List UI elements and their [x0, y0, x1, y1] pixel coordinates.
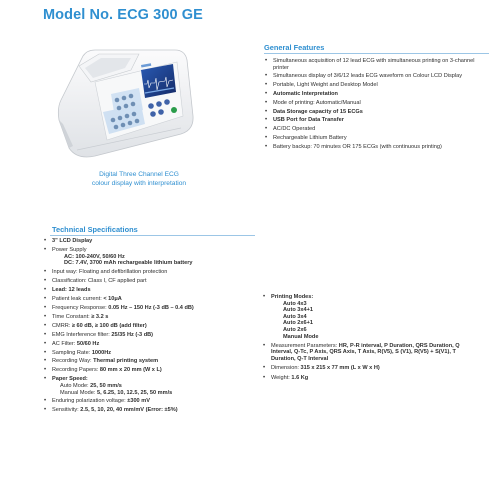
spec-label: Weight: [271, 374, 292, 381]
spec-value: 25, 50 mm/s [90, 382, 122, 389]
printing-mode: Auto 4x3 [283, 300, 307, 307]
feature-item [265, 126, 490, 133]
spec-item [44, 305, 244, 312]
feature-item [265, 117, 490, 124]
spec-item [263, 375, 463, 382]
ecg-device-image [55, 38, 195, 163]
technical-specifications-heading: Technical Specifications [52, 225, 138, 234]
feature-item [265, 135, 490, 142]
spec-subvalue [52, 383, 244, 390]
spec-item [44, 398, 244, 405]
spec-item [44, 314, 244, 321]
spec-value: HR, P-R interval, P Duration, QRS Duration, Q Interval, Q-Tc, P Axis, QRS Axis, T Axis, R(V5), S (V1), R(V5) + S(V1), T Duration, Q-T Interval [271, 342, 460, 363]
spec-item [263, 365, 463, 372]
feature-item [265, 100, 490, 107]
spec-value: 5, 6.25, 10, 12.5, 25, 50 mm/s [97, 389, 173, 396]
spec-label: Sensitivity: [52, 407, 81, 414]
spec-label: AC Filter: [52, 340, 77, 347]
feature-text: Data Storage capacity of 15 ECGs [273, 108, 363, 115]
spec-subvalue: AC: 100-240V, 50/60 Hz [64, 253, 125, 260]
spec-item [44, 278, 244, 285]
spec-item [44, 341, 244, 348]
spec-item [44, 350, 244, 357]
spec-value: 25/35 Hz (-3 dB) [111, 331, 154, 338]
spec-sublabel: Auto Mode: [60, 382, 91, 389]
spec-sublabel: Manual Mode: [60, 389, 98, 396]
printing-mode: Auto 3x4 [283, 313, 307, 320]
spec-label: EMG Interference filter: [52, 331, 112, 338]
feature-item [265, 109, 490, 116]
spec-value: 1000Hz [91, 349, 112, 356]
spec-text: Classification: Class I, CF applied part [52, 278, 147, 284]
spec-value: 50/60 Hz [76, 340, 100, 347]
feature-text: AC/DC Operated [273, 126, 316, 133]
spec-item [44, 332, 244, 339]
spec-label: Printing Modes: [271, 294, 314, 300]
spec-value: < 10μA [103, 295, 122, 302]
feature-text: Simultaneous acquisition of 12 lead ECG with simultaneous printing on 3-channel printer [273, 58, 475, 71]
spec-value: ±300 mV [127, 398, 150, 405]
feature-text: Simultaneous display of 3/6/12 leads ECG waveform on Colour LCD Display [273, 73, 463, 80]
spec-item [44, 269, 244, 276]
caption-line-2: colour display with interpretation [91, 180, 187, 187]
printing-mode: Manual Mode [283, 333, 319, 340]
page-title: Model No. ECG 300 GE [43, 7, 203, 23]
spec-item [44, 247, 244, 267]
spec-value: 80 mm x 20 mm (W x L) [99, 367, 162, 374]
spec-label: Enduring polarization voltage: [52, 398, 128, 405]
feature-item [265, 91, 490, 98]
spec-item [263, 294, 463, 340]
spec-value: 2.5, 5, 10, 20, 40 mm/mV (Error: ±5%) [80, 407, 178, 414]
spec-item [44, 407, 244, 414]
spec-item [44, 367, 244, 374]
spec-text: Input way: Floating and defibrillation protection [52, 269, 168, 276]
feature-text: Rechargeable Lithium Battery [273, 134, 347, 141]
feature-item [265, 73, 490, 80]
spec-label: CMRR: [52, 322, 72, 329]
spec-label: Recording Way: [52, 358, 94, 365]
technical-specifications-divider [50, 235, 255, 236]
feature-text: Automatic Interpretation [273, 90, 338, 97]
spec-label: Recording Papers: [52, 367, 100, 374]
general-features-divider [264, 53, 489, 54]
spec-text: Lead: 12 leads [52, 286, 91, 293]
printing-mode: Auto 2x6 [283, 326, 307, 333]
spec-label: Power Supply [52, 246, 87, 253]
technical-specifications-list [44, 238, 244, 416]
spec-item [44, 376, 244, 396]
device-caption [64, 170, 214, 188]
spec-label: Measurement Parameters: [271, 342, 339, 349]
spec-label: Frequency Response: [52, 304, 109, 311]
spec-item [44, 287, 244, 294]
spec-value: ≥ 60 dB, ≥ 100 dB (add filter) [71, 322, 147, 329]
technical-specifications-list-right [263, 294, 463, 384]
spec-item [44, 323, 244, 330]
feature-item [265, 82, 490, 89]
feature-item [265, 58, 490, 71]
general-features-list [265, 58, 490, 152]
spec-text: 3" LCD Display [52, 238, 93, 244]
feature-text: USB Port for Data Transfer [273, 117, 344, 124]
caption-line-1: Digital Three Channel ECG [99, 171, 179, 178]
spec-item [44, 296, 244, 303]
spec-label: Patient leak current: [52, 295, 104, 302]
printing-mode: Auto 3x4+1 [283, 307, 314, 314]
feature-text: Portable, Light Weight and Desktop Model [273, 82, 378, 89]
spec-label: Sampling Rate: [52, 349, 92, 356]
spec-item [44, 358, 244, 365]
spec-subvalue [52, 390, 244, 397]
feature-item [265, 144, 490, 151]
spec-subvalue: DC: 7.4V, 3700 mAh rechargeable lithium battery [64, 260, 193, 267]
spec-value: Thermal printing system [93, 358, 159, 365]
spec-value: 0.05 Hz – 150 Hz (-3 dB – 0.4 dB) [108, 304, 194, 311]
spec-label: Time Constant: [52, 313, 92, 320]
spec-item [263, 343, 463, 363]
spec-value: 1.6 Kg [291, 374, 309, 381]
general-features-heading: General Features [264, 43, 325, 52]
spec-label: Paper Speed: [52, 376, 88, 383]
printing-mode: Auto 2x6+1 [283, 320, 314, 327]
feature-text: Battery backup: 70 minutes OR 175 ECGs (with continuous printing) [273, 143, 442, 150]
feature-text: Mode of printing: Automatic/Manual [273, 99, 361, 106]
spec-value: ≥ 3.2 s [91, 313, 109, 320]
spec-value: 315 x 215 x 77 mm (L x W x H) [300, 365, 380, 372]
spec-item [44, 238, 244, 245]
spec-label: Dimension: [271, 365, 301, 372]
